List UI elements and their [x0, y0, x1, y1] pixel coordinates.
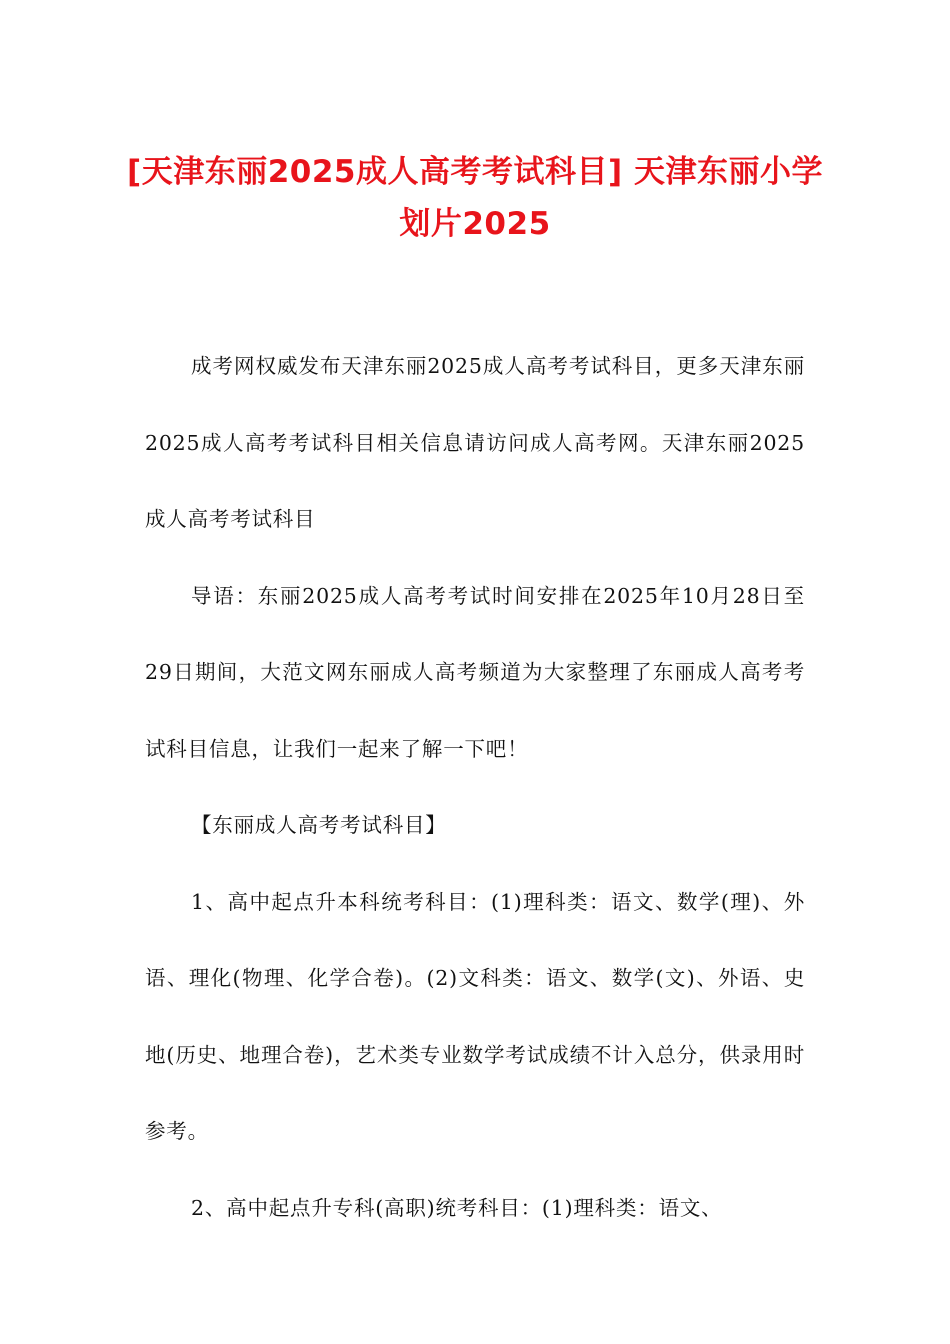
paragraph-item-1: 1、高中起点升本科统考科目：(1)理科类：语文、数学(理)、外语、理化(物理、化学合卷)。(2)文科类：语文、数学(文)、外语、史地(历史、地理合卷)，艺术类专业数学考试成绩不计入总分，供录用时参考。	[145, 889, 805, 1143]
document-body	[145, 328, 805, 1246]
paragraph-intro: 成考网权威发布天津东丽2025成人高考考试科目，更多天津东丽2025成人高考考试科目相关信息请访问成人高考网。天津东丽2025成人高考考试科目	[145, 354, 805, 531]
paragraph-lead: 导语：东丽2025成人高考考试时间安排在2025年10月28日至29日期间，大范文网东丽成人高考频道为大家整理了东丽成人高考考试科目信息，让我们一起来了解一下吧！	[145, 583, 805, 761]
document-title: [天津东丽2025成人高考考试科目] 天津东丽小学划片2025	[127, 154, 823, 242]
paragraph-item-2: 2、高中起点升专科(高职)统考科目：(1)理科类：语文、	[191, 1195, 723, 1220]
section-heading: 【东丽成人高考考试科目】	[191, 813, 447, 837]
